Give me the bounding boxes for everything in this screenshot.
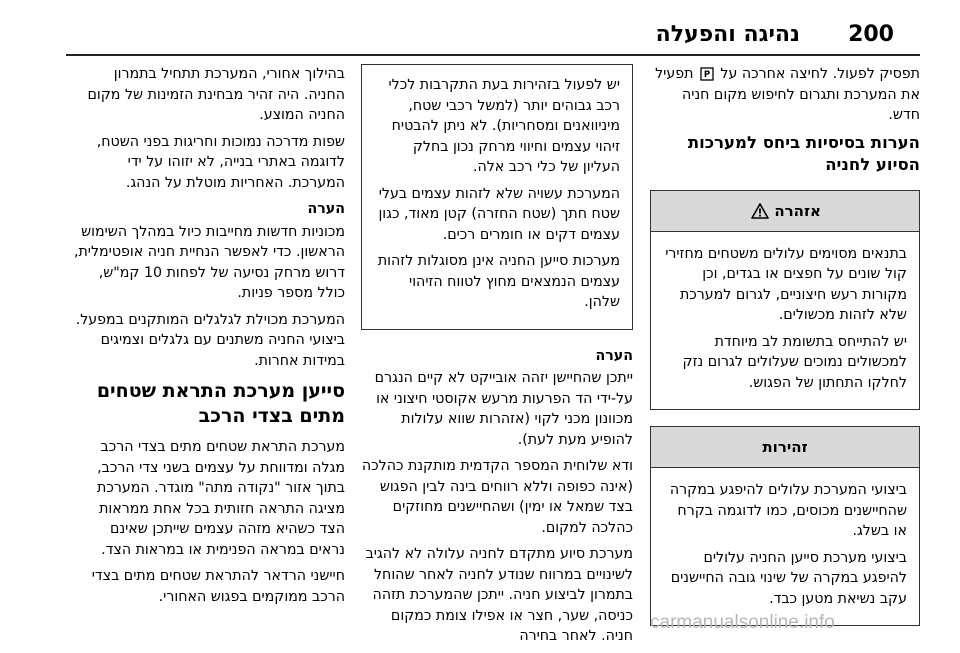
caution-box-title: זהירות (762, 438, 808, 456)
caution-paragraph: ביצועי מערכת סייען החניה עלולים להיפגע במקרה של שינוי גובה החיישנים עקב נשיאת מטען כבד. (670, 549, 907, 607)
caution-box-header (651, 427, 919, 468)
intro-text-after: תפעיל את המערכת ותגרום לחיפוש מקום חניה חדש. (655, 66, 920, 123)
warning-paragraph: בתנאים מסוימים עלולים משטחים מחזירי קול שונים על חפצים או בגדים, וכן מקורות רעש חיצוניים, לגרום למערכת שלא לזהות מכשולים. (665, 245, 907, 323)
warning-paragraph: יש להתייחס בתשומת לב מיוחדת למכשולים נמוכים שעלולים לגרום נזק לחלקו התחתון של הפגוש. (682, 333, 907, 391)
caution-box-body (651, 468, 919, 625)
caution-box (650, 426, 920, 626)
site-watermark: carmanualsonline.info (650, 612, 835, 633)
page-title: נהיגה והפעלה (655, 22, 800, 47)
page-header (0, 0, 960, 54)
note-paragraph: מערכת סיוע מתקדם לחניה עלולה לא להגיב לשינויים במרווח שנודע לחניה לאחר שהוחל בתמרון לביצוע חניה. ייתכן שהמערכת תזהה כניסה, שער, חצר או אפילו צומת כמקום חניה. לאחר בחירה (365, 546, 633, 644)
warning-triangle-icon (751, 203, 769, 219)
note-title: הערה (307, 201, 345, 217)
header-divider (66, 54, 920, 56)
right-column (650, 64, 920, 642)
left-column (73, 64, 345, 613)
framed-paragraph: מערכות סייען החניה אינן מסוגלות לזהות עצמים הנמצאים מחוץ לטווח הזיהוי שלהן. (377, 253, 620, 310)
body-paragraph: בהילוך אחורי, המערכת תתחיל בתמרון החניה. היה זהיר מבחינת הזמינות של מקום החניה המוצע. (87, 66, 345, 123)
framed-notice (361, 64, 633, 330)
warning-box-header (651, 191, 919, 232)
parking-assist-icon (700, 67, 714, 81)
note-title: הערה (595, 347, 633, 364)
page-number: 200 (848, 22, 894, 47)
body-paragraph: שפות מדרכה נמוכות וחריגות בפני השטח, לדוגמה באתרי בנייה, לא יזוהו על ידי המערכת. האחריות מוטלת על הנהג. (96, 133, 345, 191)
section-heading-blind-spot: סייען מערכת התראת שטחים מתים בצדי הרכב (96, 380, 345, 427)
warning-box-body (651, 232, 919, 410)
warning-box (650, 190, 920, 411)
middle-column (361, 64, 633, 653)
intro-paragraph (650, 64, 920, 126)
note-paragraph: המערכת מכוילת לגלגלים המותקנים במפעל. ביצועי החניה משתנים עם גלגלים וצמיגים במידות אחרות. (75, 311, 345, 369)
framed-paragraph: המערכת עשויה שלא לזהות עצמים בעלי שטח חתך (שטח החזרה) קטן מאוד, כגון עצמים דקים או חומרים רכים. (378, 185, 620, 243)
intro-text-before: תפסיק לפעול. לחיצה אחרכה על (715, 66, 920, 82)
body-paragraph: חיישני הרדאר להתראת שטחים מתים בצדי הרכב ממוקמים בפגוש האחורי. (91, 568, 345, 605)
caution-paragraph: ביצועי המערכת עלולים להיפגע במקרה שהחיישנים מכוסים, כמו לדוגמה בקרח או בשלג. (669, 482, 907, 539)
note-paragraph: ייתכן שהחיישן יזהה אובייקט לא קיים הנגרם על-ידי הד הפרעות מרעש אקוסטי חיצוני או מכוונון מכני לקוי (אזהרות שווא עלולות להופיע מעת לעת). (374, 370, 633, 448)
warning-box-title: אזהרה (774, 201, 821, 220)
note-paragraph: ודא שלוחית המספר הקדמית מותקנת כהלכה (אינה כפופה וללא רווחים בינה לבין הפגוש בצד שמאל או ימין) ושהחיישנים מחוזקים כהלכה למקום. (361, 458, 633, 536)
note-paragraph: מכוניות חדשות מחייבות כיול במהלך השימוש הראשון. כדי לאפשר הנחיית חניה אופטימלית, דרוש מרחק נסיעה של לפחות 10 קמ"ש, כולל מספר פניות. (73, 223, 345, 301)
svg-text:P: P (703, 70, 711, 80)
framed-paragraph: יש לפעול בזהירות בעת התקרבות לכלי רכב גבוהים יותר (למשל רכבי שטח, מיניוואנים ומסחריות). לא ניתן להבטיח זיהוי עצמים וחיווי מרחק נכון בחלק העליון של כלי רכב אלה. (388, 77, 620, 175)
body-paragraph: מערכת התראת שטחים מתים בצדי הרכב מגלה ומדווחת על עצמים בשני צדי הרכב, בתוך אזור "נקודה מתה" מוגדר. המערכת מציגה התראה חזותית בכל אחת ממראות הצד כשהיא מזהה עצמים שייתכן שאינם נראים במראה הפנימית או במראות הצד. (97, 439, 345, 558)
section-heading-basic-notes: הערות בסיסיות ביחס למערכות הסיוע לחניה (687, 132, 920, 174)
